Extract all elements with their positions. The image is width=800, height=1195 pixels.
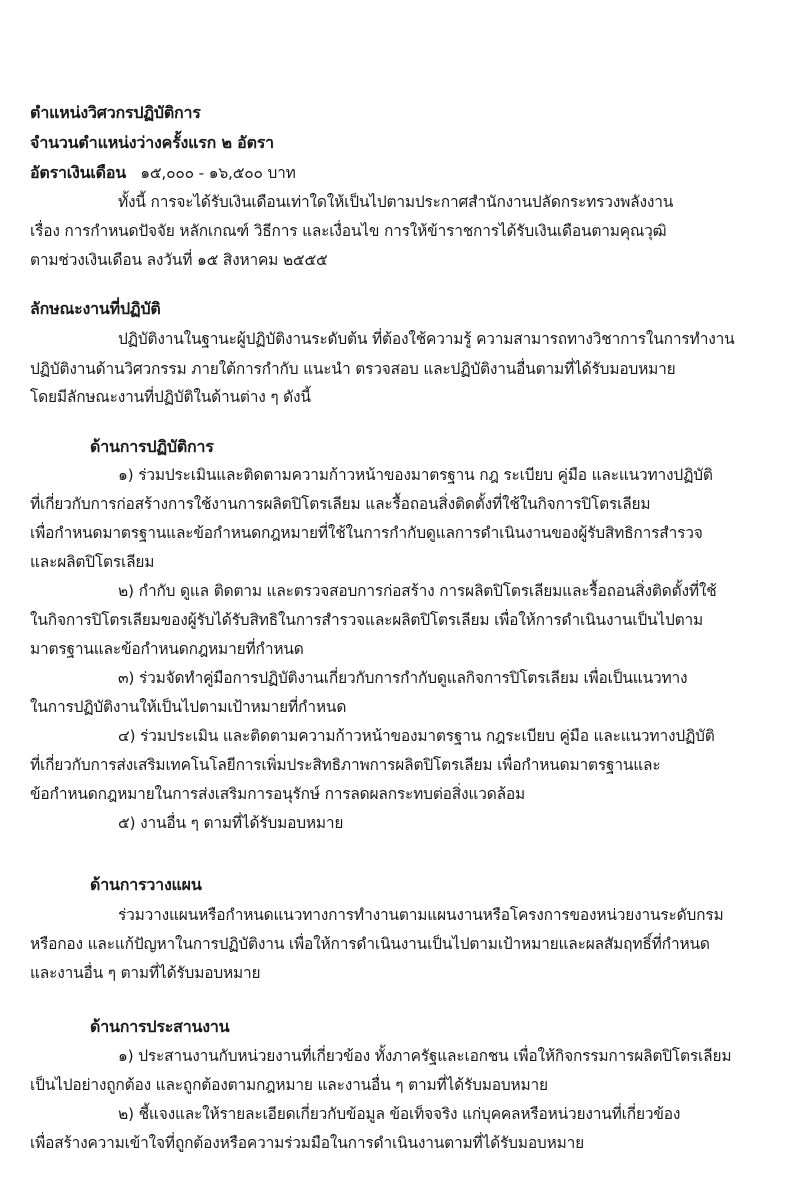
item-line: ๒) กำกับ ดูแล ติดตาม และตรวจสอบการก่อสร้าง การผลิตปิโตรเลียมและรื้อถอนสิ่งติดตั้งที่ใช้ <box>118 582 717 600</box>
item-line: ๑) ประสานงานกับหน่วยงานที่เกี่ยวข้อง ทั้งภาครัฐและเอกชน เพื่อให้กิจกรรมการผลิตปิโตรเลียม <box>118 1047 732 1065</box>
job-nature-heading: ลักษณะงานที่ปฏิบัติ <box>30 299 161 318</box>
planning-line: ร่วมวางแผนหรือกำหนดแนวทางการทำงานตามแผนงานหรือโครงการของหน่วยงานระดับกรม <box>118 906 724 924</box>
item-line: เพื่อสร้างความเข้าใจที่ถูกต้องหรือความร่วมมือในการดำเนินงานตามที่ได้รับมอบหมาย <box>30 1134 584 1152</box>
vacancy-count: จำนวนตำแหน่งว่างครั้งแรก ๒ อัตรา <box>30 133 274 152</box>
item-line: ๓) ร่วมจัดทำคู่มือการปฏิบัติงานเกี่ยวกับการกำกับดูแลกิจการปิโตรเลียม เพื่อเป็นแนวทาง <box>118 669 688 687</box>
planning-heading: ด้านการวางแผน <box>90 875 202 894</box>
item-line: ที่เกี่ยวกับการส่งเสริมเทคโนโลยีการเพิ่มประสิทธิภาพการผลิตปิโตรเลียม เพื่อกำหนดมาตรฐานและ <box>30 756 661 774</box>
planning-line: หรือกอง และแก้ปัญหาในการปฏิบัติงาน เพื่อให้การดำเนินงานเป็นไปตามเป้าหมายและผลสัมฤทธิ์ที่กำหนด <box>30 935 710 953</box>
planning-line: และงานอื่น ๆ ตามที่ได้รับมอบหมาย <box>30 964 261 982</box>
salary-row <box>30 158 775 188</box>
operations-heading: ด้านการปฏิบัติการ <box>90 437 214 456</box>
item-line: ที่เกี่ยวกับการก่อสร้างการใช้งานการผลิตปิโตรเลียม และรื้อถอนสิ่งติดตั้งที่ใช้ในกิจการปิโตรเลียม <box>30 495 651 513</box>
item-line: และผลิตปิโตรเลียม <box>30 553 155 571</box>
item-line: ในการปฏิบัติงานให้เป็นไปตามเป้าหมายที่กำหนด <box>30 698 347 716</box>
item-line: ๒) ชี้แจงและให้รายละเอียดเกี่ยวกับข้อมูล ข้อเท็จจริง แก่บุคคลหรือหน่วยงานที่เกี่ยวข้อง <box>118 1105 681 1123</box>
job-nature-line: ปฏิบัติงานด้านวิศวกรรม ภายใต้การกำกับ แนะนำ ตรวจสอบ และปฏิบัติงานอื่นตามที่ได้รับมอบหมาย <box>30 360 676 378</box>
item-line: ๔) ร่วมประเมิน และติดตามความก้าวหน้าของมาตรฐาน กฎระเบียบ คู่มือ และแนวทางปฏิบัติ <box>118 727 715 745</box>
item-line: ในกิจการปิโตรเลียมของผู้รับได้รับสิทธิในการสำรวจและผลิตปิโตรเลียม เพื่อให้การดำเนินงานเป็นไปตาม <box>30 611 703 629</box>
job-nature-line: ปฏิบัติงานในฐานะผู้ปฏิบัติงานระดับต้น ที่ต้องใช้ความรู้ ความสามารถทางวิชาการในการทำงาน <box>118 330 735 348</box>
salary-note-line: เรื่อง การกำหนดปัจจัย หลักเกณฑ์ วิธีการ และเงื่อนไข การให้ข้าราชการได้รับเงินเดือนตามคุณวุฒิ <box>30 222 667 240</box>
coordination-heading: ด้านการประสานงาน <box>90 1017 230 1036</box>
salary-range: ๑๕,๐๐๐ - ๑๖,๕๐๐ บาท <box>140 164 296 182</box>
position-title: ตำแหน่งวิศวกรปฏิบัติการ <box>30 103 201 122</box>
salary-note-line: ตามช่วงเงินเดือน ลงวันที่ ๑๕ สิงหาคม ๒๕๕๕ <box>30 251 328 269</box>
salary-note-line: ทั้งนี้ การจะได้รับเงินเดือนเท่าใดให้เป็นไปตามประกาศสำนักงานปลัดกระทรวงพลังงาน <box>118 193 674 211</box>
item-line: เป็นไปอย่างถูกต้อง และถูกต้องตามกฎหมาย และงานอื่น ๆ ตามที่ได้รับมอบหมาย <box>30 1076 548 1094</box>
item-line: มาตรฐานและข้อกำหนดกฎหมายที่กำหนด <box>30 640 304 658</box>
item-line: ๕) งานอื่น ๆ ตามที่ได้รับมอบหมาย <box>118 814 344 832</box>
item-line: ข้อกำหนดกฎหมายในการส่งเสริมการอนุรักษ์ การลดผลกระทบต่อสิ่งแวดล้อม <box>30 785 526 803</box>
item-line: ๑) ร่วมประเมินและติดตามความก้าวหน้าของมาตรฐาน กฎ ระเบียบ คู่มือ และแนวทางปฏิบัติ <box>118 466 713 484</box>
job-nature-line: โดยมีลักษณะงานที่ปฏิบัติในด้านต่าง ๆ ดังนี้ <box>30 388 311 406</box>
item-line: เพื่อกำหนดมาตรฐานและข้อกำหนดกฎหมายที่ใช้ในการกำกับดูแลการดำเนินงานของผู้รับสิทธิการสำรวจ <box>30 524 703 542</box>
salary-label: อัตราเงินเดือน <box>30 163 127 182</box>
